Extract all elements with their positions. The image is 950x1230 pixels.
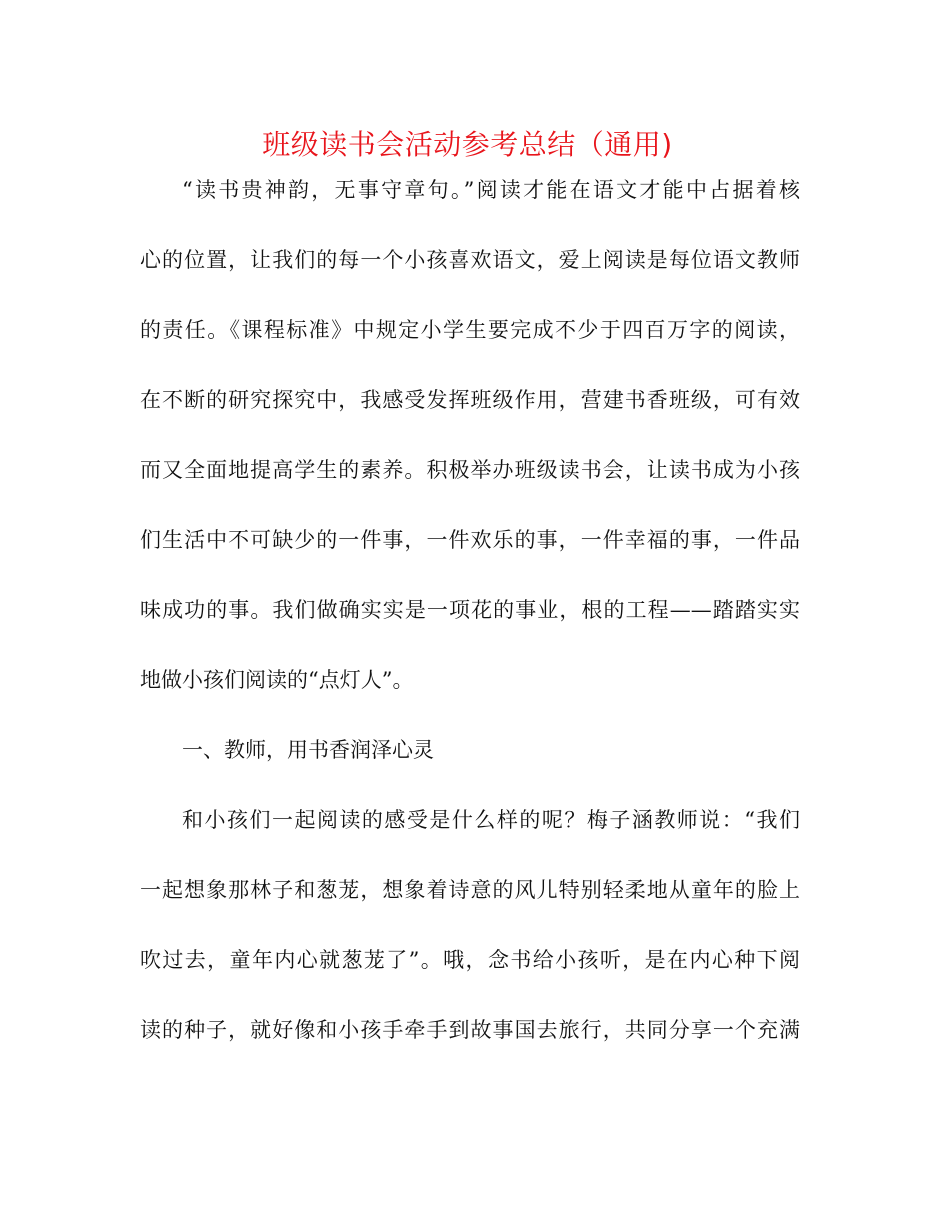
section-heading: 一、教师，用书香润泽心灵 xyxy=(182,738,434,762)
paragraph-line: 的责任。《课程标准》中规定小学生要完成不少于四百万字的阅读， xyxy=(140,318,800,342)
paragraph-line: 心的位置，让我们的每一个小孩喜欢语文，爱上阅读是每位语文教师 xyxy=(140,248,800,272)
paragraph-line: 而又全面地提高学生的素养。积极举办班级读书会，让读书成为小孩 xyxy=(140,458,800,482)
paragraph-line: 吹过去，童年内心就葱茏了”。哦，念书给小孩听，是在内心种下阅 xyxy=(140,948,800,972)
paragraph-line: 们生活中不可缺少的一件事，一件欢乐的事，一件幸福的事，一件品 xyxy=(140,528,800,552)
paragraph-line: 读的种子，就好像和小孩手牵手到故事国去旅行，共同分享一个充满 xyxy=(140,1018,800,1042)
paragraph-line: 味成功的事。我们做确实实是一项花的事业，根的工程——踏踏实实 xyxy=(140,598,800,622)
paragraph-line: “读书贵神韵，无事守章句。”阅读才能在语文才能中占据着核 xyxy=(182,178,800,202)
paragraph-line: 和小孩们一起阅读的感受是什么样的呢？梅子涵教师说：“我们 xyxy=(182,808,800,832)
document-body xyxy=(140,170,800,1080)
document-title: 班级读书会活动参考总结（通用) xyxy=(262,128,673,161)
paragraph-line: 一起想象那林子和葱茏，想象着诗意的风儿特别轻柔地从童年的脸上 xyxy=(140,878,800,902)
paragraph-line: 地做小孩们阅读的“点灯人”。 xyxy=(140,668,414,692)
paragraph-line: 在不断的研究探究中，我感受发挥班级作用，营建书香班级，可有效 xyxy=(140,388,800,412)
